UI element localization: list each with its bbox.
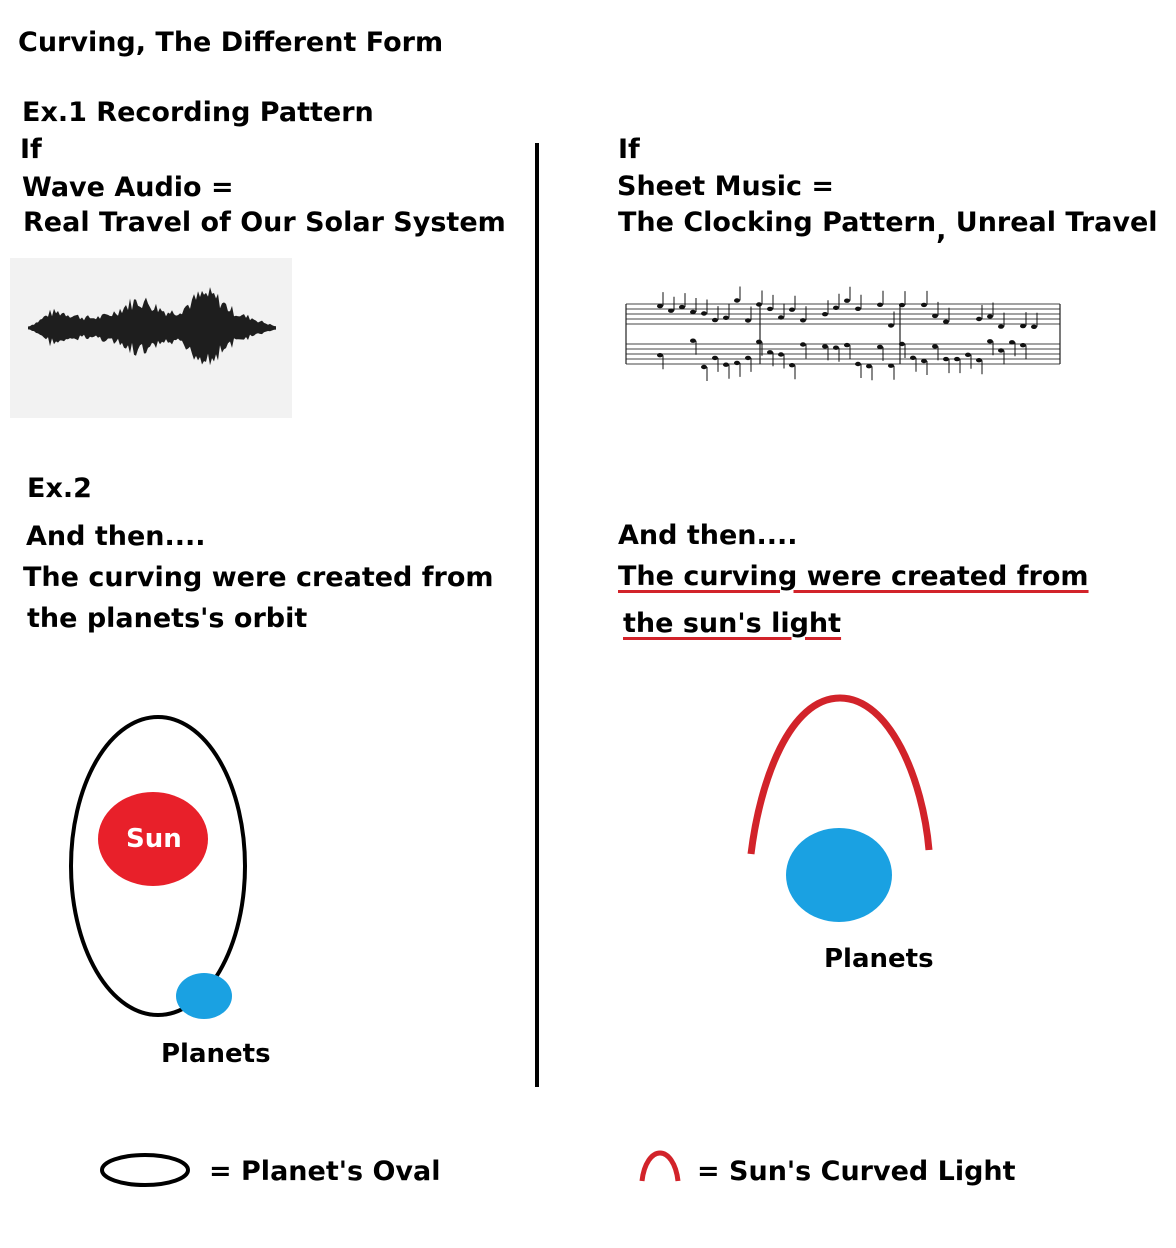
orbit-diagram [50, 700, 310, 1060]
column-divider [535, 143, 539, 1087]
clocking-pattern-label [618, 207, 1158, 246]
sunlight-diagram [740, 690, 960, 940]
sun-label: Sun [126, 824, 182, 854]
ex2-heading: Ex.2 [27, 473, 92, 504]
clocking-pattern-text: The Clocking Pattern [618, 207, 937, 238]
page-title: Curving, The Different Form [18, 27, 444, 58]
left-curving-line2: the planets's orbit [27, 603, 308, 634]
sheet-music-label: Sheet Music = [617, 171, 835, 202]
ex1-heading: Ex.1 Recording Pattern [22, 97, 374, 128]
sheet-music-image [620, 292, 1068, 384]
sheet-music-icon [620, 292, 1068, 384]
right-curving-line2: the sun's light [623, 608, 842, 639]
right-planet-circle [786, 828, 892, 922]
right-curving-line1: The curving were created from [618, 561, 1089, 592]
left-then-label: And then.... [26, 521, 206, 552]
unreal-travel-text: Unreal Travel [955, 207, 1158, 238]
wave-audio-label: Wave Audio = [22, 172, 234, 203]
waveform-image [10, 258, 292, 418]
planet-circle [176, 973, 232, 1019]
legend-arc-icon [638, 1149, 688, 1189]
legend-oval-icon [100, 1148, 200, 1198]
real-travel-label: Real Travel of Our Solar System [23, 207, 506, 238]
legend-oval-label: = Planet's Oval [209, 1156, 441, 1187]
legend-arc-label: = Sun's Curved Light [697, 1156, 1016, 1187]
left-if-label: If [20, 134, 42, 165]
right-if-label: If [618, 134, 640, 165]
clocking-separator: , [936, 215, 947, 246]
left-curving-line1: The curving were created from [23, 562, 494, 593]
left-planets-label: Planets [161, 1039, 271, 1069]
right-planets-label: Planets [824, 944, 934, 974]
audio-waveform-icon [10, 258, 292, 418]
right-then-label: And then.... [618, 520, 798, 551]
